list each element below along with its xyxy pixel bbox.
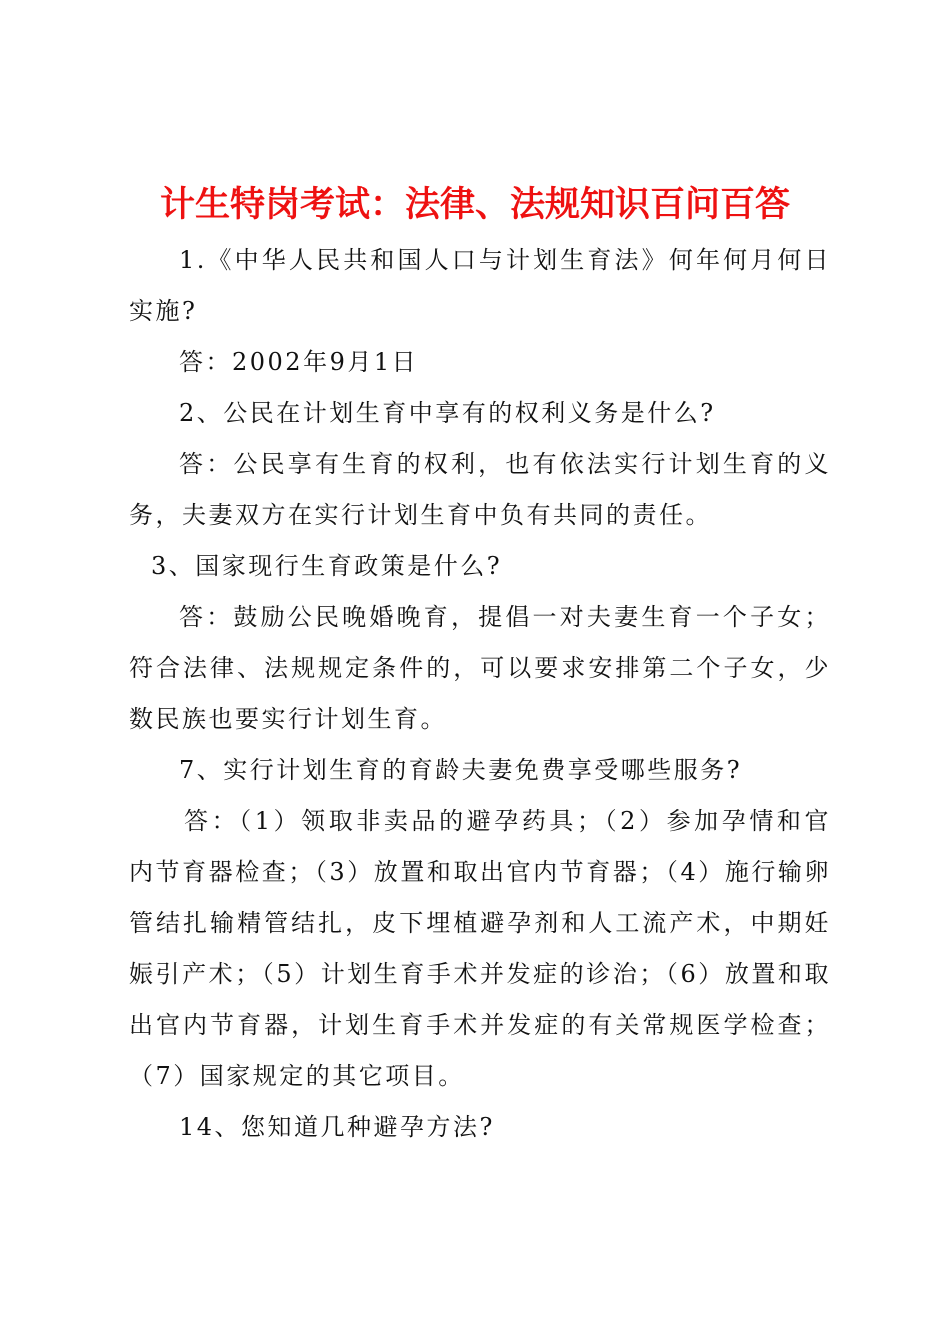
answer-7: 答：（1）领取非卖品的避孕药具；（2）参加孕情和官内节育器检查；（3）放置和取出官内节育器；（4）施行输卵管结扎输精管结扎，皮下埋植避孕剂和人工流产术，中期妊娠引产术；（5）计划生育手术并发症的诊治；（6）放置和取出官内节育器，计划生育手术并发症的有关常规医学检查；（7）国家规定的其它项目。 — [129, 807, 831, 1090]
document-title: 计生特岗考试：法律、法规知识百问百答 — [159, 184, 790, 225]
question-14: 14、您知道几种避孕方法? — [179, 1113, 495, 1141]
answer-1: 答：2002年9月1日 — [179, 348, 419, 376]
question-7: 7、实行计划生育的育龄夫妻免费享受哪些服务? — [179, 756, 743, 784]
question-1: 1.《中华人民共和国人口与计划生育法》何年何月何日实施? — [129, 246, 831, 325]
question-2: 2、公民在计划生育中享有的权利义务是什么? — [179, 399, 716, 427]
question-3: 3、国家现行生育政策是什么? — [151, 552, 503, 580]
document-body — [129, 235, 831, 1153]
answer-3: 答：鼓励公民晚婚晚育，提倡一对夫妻生育一个子女；符合法律、法规规定条件的，可以要求安排第二个子女，少数民族也要实行计划生育。 — [129, 603, 831, 733]
answer-2: 答：公民享有生育的权利，也有依法实行计划生育的义务，夫妻双方在实行计划生育中负有共同的责任。 — [129, 450, 831, 529]
